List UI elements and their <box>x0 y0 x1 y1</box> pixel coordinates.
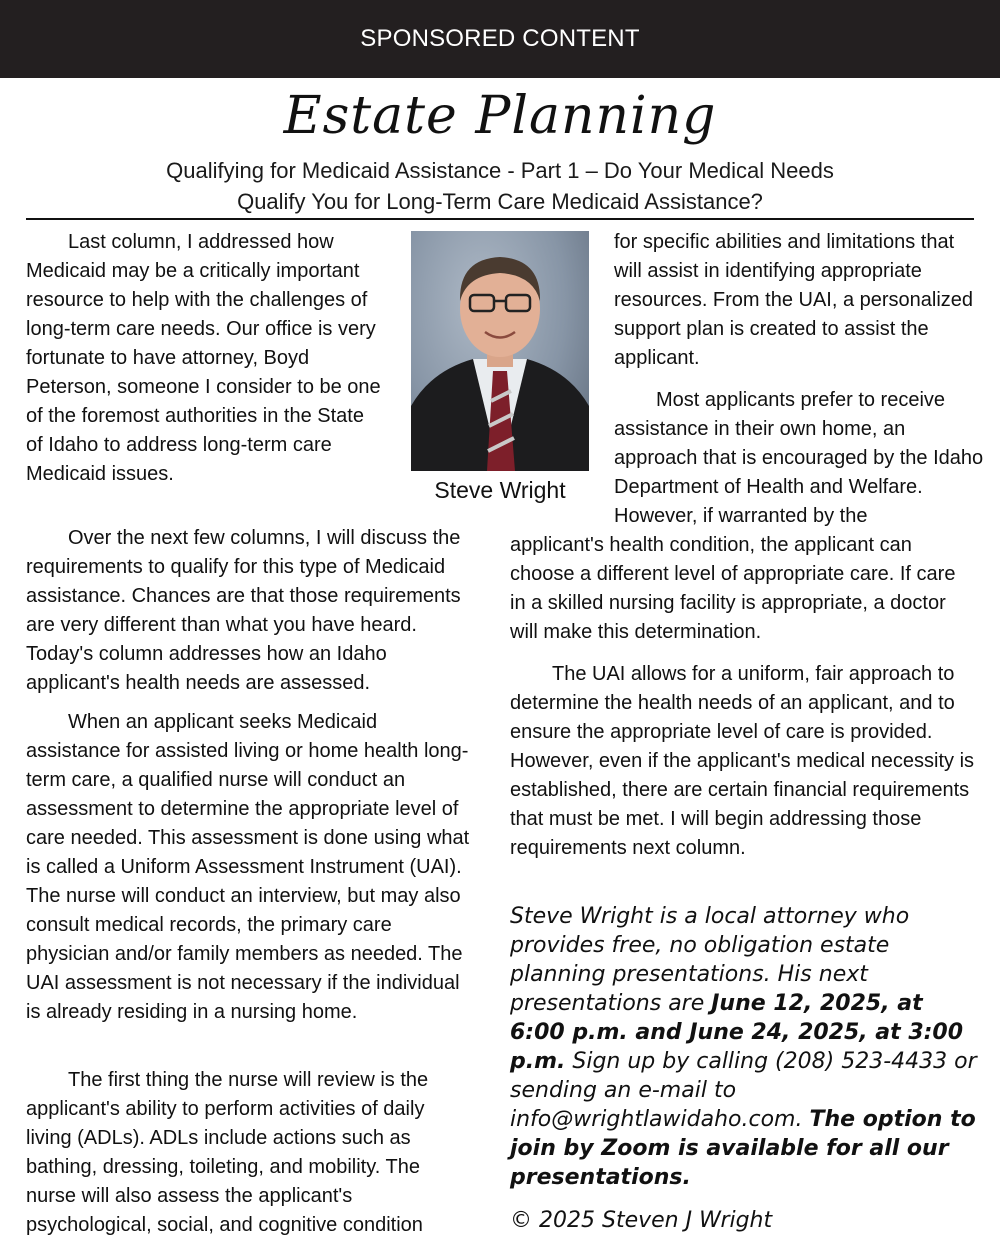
author-photo <box>411 231 589 471</box>
left-paragraph-3: When an applicant seeks Medicaid assistance for assisted living or home health long-term care, a qualified nurse will conduct an assessment to determine the appropriate level of care needed. This assessment is done using what is called a Uniform Assessment Instrument (UAI). The nurse will conduct an interview, but may also consult medical records, the primary care physician and/or family members as needed. The UAI assessment is not necessary if the individual is already residing in a nursing home. <box>26 711 470 1023</box>
bio-dates: June 12, 2025, at 6:00 p.m. and June 24, 2025, at 3:00 p.m. <box>510 991 964 1074</box>
left-paragraph-4: The first thing the nurse will review is the applicant's ability to perform activities of daily living (ADLs). ADLs include actions such as bathing, dressing, toileting, and mobility. The nurse will also assess the applicant's psychological, social, and cognitive condition <box>26 1069 429 1236</box>
right-paragraph-1: for specific abilities and limitations that will assist in identifying appropriate resources. From the UAI, a personalized support plan is created to assist the applicant. <box>614 231 974 369</box>
photo-caption: Steve Wright <box>434 477 566 503</box>
bio-zoom-note: The option to join by Zoom is available for all our presentations. <box>510 1107 976 1190</box>
copyright-notice: © 2025 Steven J Wright <box>510 1208 773 1233</box>
right-paragraph-3: The UAI allows for a uniform, fair approach to determine the health needs of an applicant, and to ensure the appropriate level of care is provided. However, even if the applicant's medical necessity is established, there are certain financial requirements that must be met. I will begin addressing those requirements next column. <box>510 663 975 859</box>
left-paragraph-1: Last column, I addressed how Medicaid may be a critically important resource to help with the challenges of long-term care needs. Our office is very fortunate to have attorney, Boyd Peterson, someone I consider to be one of the foremost authorities in the State of Idaho to address long-term care Medicaid issues. <box>26 231 381 485</box>
author-portrait-image <box>411 231 589 471</box>
title-divider <box>26 218 974 220</box>
author-bio <box>510 902 980 1192</box>
bio-text-2: Sign up by calling (208) 523-4433 or sending an e-mail to info@wrightlawidaho.com. <box>510 1049 977 1132</box>
article-subtitle <box>30 155 970 217</box>
sponsored-banner: SPONSORED CONTENT <box>0 0 1000 78</box>
subtitle-line-1: Qualifying for Medicaid Assistance - Part 1 – Do Your Medical Needs <box>166 158 834 183</box>
page-title: Estate Planning <box>283 86 717 146</box>
right-paragraph-2a: Most applicants prefer to receive assistance in their own home, an approach that is encouraged by the Idaho Department of Health and Welfare. However, if warranted by the <box>614 389 984 527</box>
right-paragraph-2b: applicant's health condition, the applicant can choose a different level of appropriate care. If care in a skilled nursing facility is appropriate, a doctor will make this determination. <box>510 534 956 643</box>
subtitle-line-2: Qualify You for Long-Term Care Medicaid Assistance? <box>237 189 763 214</box>
left-paragraph-2: Over the next few columns, I will discuss the requirements to qualify for this type of Medicaid assistance. Chances are that those requirements are very different than what you have heard. Today's column addresses how an Idaho applicant's health needs are assessed. <box>26 527 461 694</box>
bio-text-1: Steve Wright is a local attorney who provides free, no obligation estate planning presentations. His next presentations are <box>510 904 910 1016</box>
